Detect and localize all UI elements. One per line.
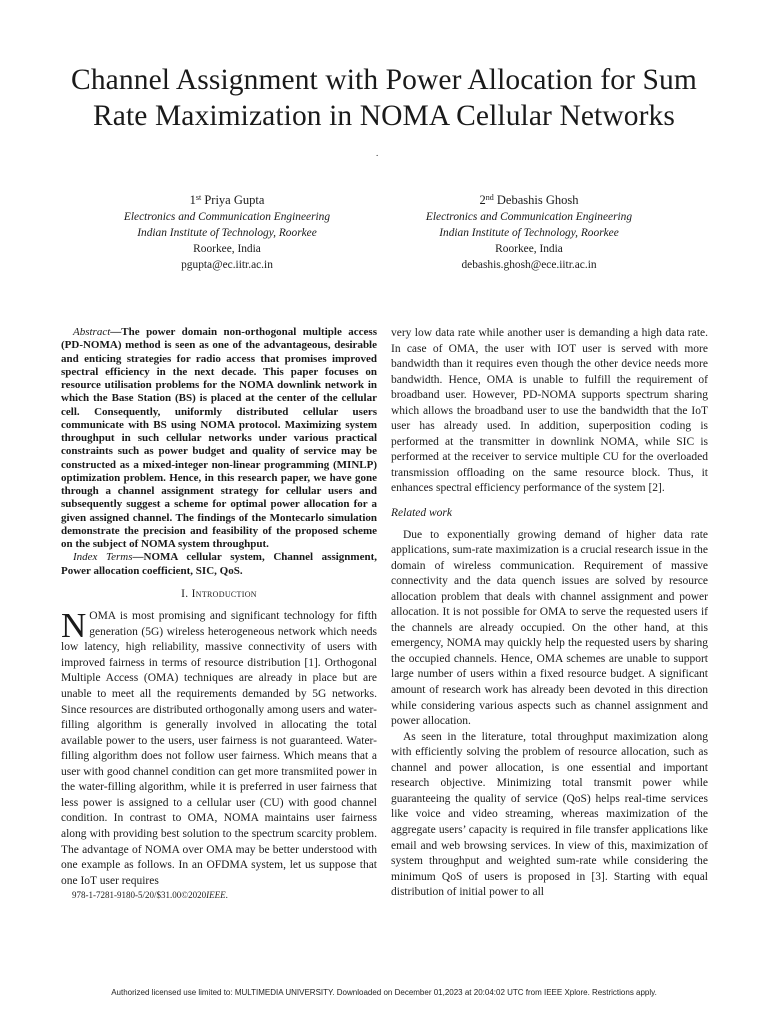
intro-paragraph-text: OMA is most promising and significant technology for fifth generation (5G) wireless heterogeneous network which needs low latency, high reliability, massive connectivity of users with improved fairness in terms of resource distribution [1]. Orthogonal Multiple Access (OMA) techniques are already in place but are unable to meet all the requirements demanded by 5G networks. Since resources are distributed orthogonally among users and water-filling algorithm is generally involved in allocating the total available power to the users, user fairness is not guaranteed. Water-filling algorithm does not follow user fairness. Which means that a user with good channel condition can get more transmiited power in the water-filling algorithm, while it is preferred in user fairness that less power is assigned to a cellular user (CU) with good channel condition. In contrast to OMA, NOMA maintains user fairness along with providing best solution to the spectrum scarcity problem. The advantage of NOMA over OMA may be better understood with one example as follows. In an OFDMA system, let us suppose that one IoT user requires [61, 610, 377, 887]
license-footer: Authorized licensed use limited to: MULTIMEDIA UNIVERSITY. Downloaded on December 01,2023 at 20:04:02 UTC from IEEE Xplore. Restrictions apply. [111, 988, 657, 997]
index-terms-label: Index Terms [73, 551, 133, 564]
author-department: Electronics and Communication Engineering [123, 211, 331, 223]
paper-title [40, 62, 728, 134]
related-work-paragraph-1: Due to exponentially growing demand of higher data rate applications, sum-rate maximization is a crucial research issue in the domain of wireless communication. Requirement of massive connectivity and the data quench issues are solved by resource allocation problem that deals with channel assignment and power allocation. It is not possible for OMA to serve the requested users if the channels are already occupied. On the other hand, at this emergency, NOMA may quickly help the requested users by sharing the occupied channels. Hence, OMA schemes are unable to support large number of users within a fixed resource budget. A significant amount of research work has already been devoted in this direction while considering various aspects such as channel assignment and power allocation. [391, 528, 708, 728]
author-institute: Indian Institute of Technology, Roorkee [439, 227, 619, 239]
isbn-notice: 978-1-7281-9180-5/20/$31.00©2020IEEE. [72, 890, 228, 900]
author-block-2 [383, 192, 675, 273]
index-terms [61, 551, 377, 578]
author-email: debashis.ghosh@ece.iitr.ac.in [461, 259, 597, 271]
author-department: Electronics and Communication Engineering [425, 211, 633, 223]
drop-cap: N [61, 606, 87, 646]
author-email: pgupta@ec.iitr.ac.in [181, 259, 273, 271]
index-terms-text: —NOMA cellular system, Channel assignment, Power allocation coefficient, SIC, QoS. [61, 551, 377, 577]
author-location: Roorkee, India [193, 243, 261, 255]
intro-paragraph-continued: very low data rate while another user is demanding a high data rate. In case of OMA, the user with IOT user is served with more bandwidth than it requires even though the other device needs more bandwidth. Hence, OMA is unable to fulfill the requirement of broadband user. However, PD-NOMA supports spectrum sharing which allows the broadband user to use the bandwidth that the IoT user has already used. In addition, superposition coding is performed at the transmitter in downlink NOMA, while SIC is performed at the receiver to service multiple CU for the overloaded transmission offloading on the same resource block. Thus, it enhances spectral efficiency performance of the system [2]. [391, 327, 708, 495]
title-dot: . [376, 148, 379, 158]
related-work-paragraph-2: As seen in the literature, total throughput maximization along with efficiently solving the problem of resource allocation, such as channel and power allocation, is one essential and important research objective. Minimizing total transmit power while guaranteeing the quality of service (QoS) helps real-time services like voice and video streaming, whereas maximization of the aggregate users’ capacity is required in file transfer applications like email and web browsing services. In view of this, maximization of system throughput and weighted sum-rate while considering the minimum QoS of users is proposed in [3]. Starting with equal distribution of initial power to all [391, 730, 708, 899]
author-name: 2nd Debashis Ghosh [479, 193, 579, 207]
section-heading: I. Introduction [181, 587, 257, 600]
intro-paragraph [61, 606, 377, 889]
author-institute: Indian Institute of Technology, Roorkee [137, 227, 317, 239]
left-column [61, 326, 377, 889]
right-column [391, 326, 708, 901]
abstract-text: —The power domain non-orthogonal multiple access (PD-NOMA) method is seen as one of the advantageous, desirable and enticing strategies for radio access that promises improved spectral efficiency in the next decade. This paper focuses on resource utilisation problems for the NOMA downlink network in which the Base Station (BS) is placed at the center of the cellular cell. Consequently, uniformly distributed cellular users communicate with BS using NOMA protocol. Maximizing system throughput in such cellular networks under various practical constraints such as power budget and quality of service may be constructed as a mixed-integer non-linear programming (MINLP) optimization problem. Hence, in this research paper, we have gone through a channel assignment strategy for cellular users and subsequently suggest a scheme for optimal power allocation for a given assigned channel. The findings of the Montecarlo simulation demonstrate the precision and feasibility of the proposed scheme on the subject of NOMA system throughput. [61, 326, 377, 550]
author-block-1 [80, 192, 374, 273]
paper-title-line-1: Channel Assignment with Power Allocation for Sum [71, 64, 697, 96]
author-name: 1st Priya Gupta [189, 193, 265, 207]
abstract-label: Abstract [73, 326, 111, 338]
subsection-heading: Related work [391, 507, 452, 520]
paper-title-line-2: Rate Maximization in NOMA Cellular Networks [93, 100, 675, 132]
author-location: Roorkee, India [495, 243, 563, 255]
abstract [61, 326, 377, 551]
